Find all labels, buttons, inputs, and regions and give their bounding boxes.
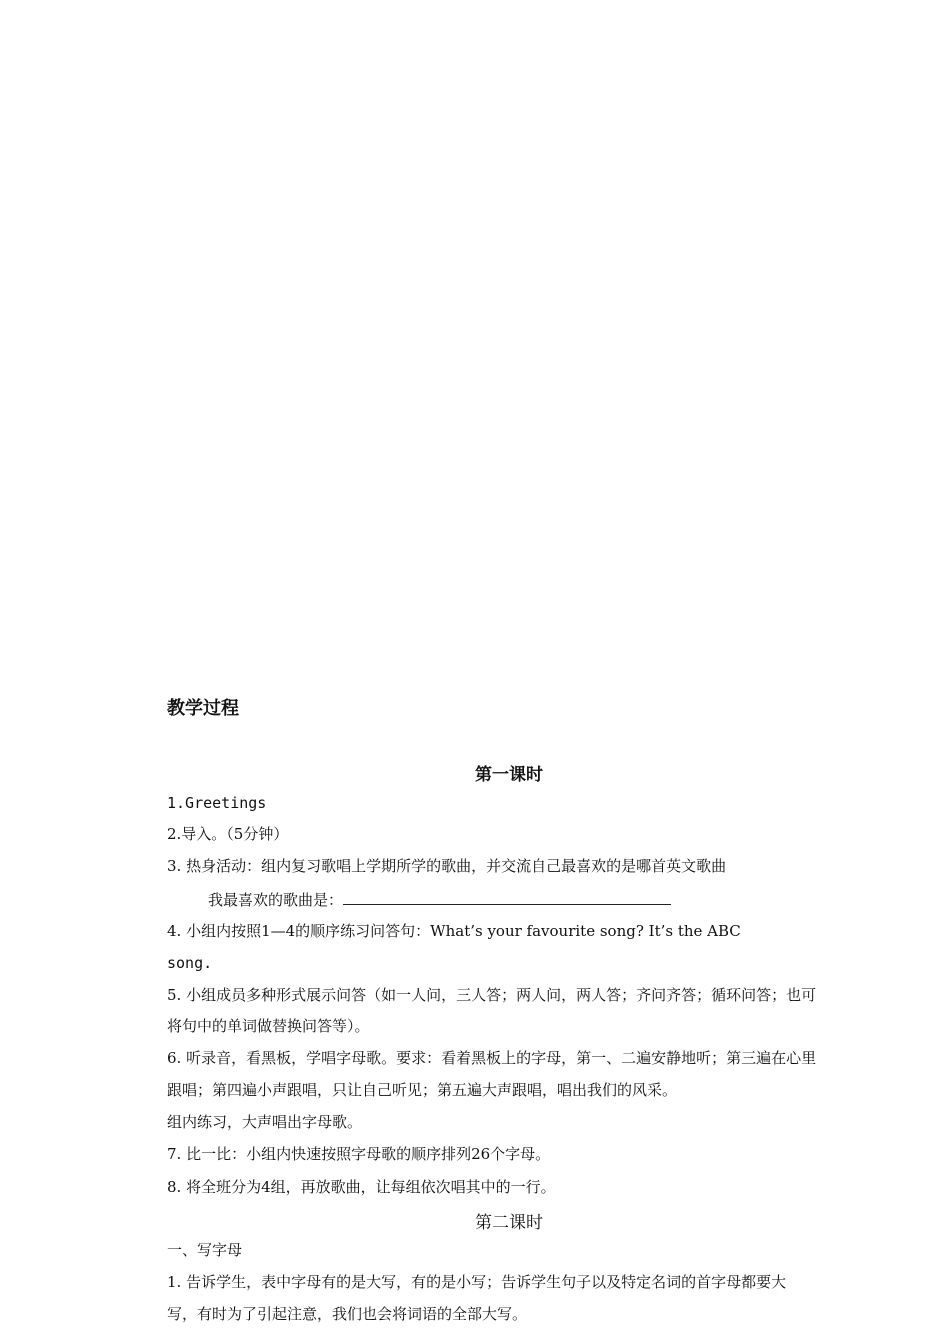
lesson-2-item: 一、写字母 (167, 1241, 243, 1259)
lesson-1-item: 6. 听录音，看黑板，学唱字母歌。要求：看着黑板上的字母，第一、二遍安静地听；第三遍在心里 (167, 1049, 817, 1067)
lesson-2-item: 1. 告诉学生，表中字母有的是大写，有的是小写；告诉学生句子以及特定名词的首字母都要大 (167, 1273, 787, 1291)
lesson-1-item: 4. 小组内按照1—4的顺序练习问答句：What’s your favourite song? It’s the ABC (167, 922, 741, 940)
lesson-1-item: 8. 将全班分为4组，再放歌曲，让每组依次唱其中的一行。 (167, 1178, 556, 1196)
lesson-1-title: 第一课时 (475, 765, 543, 785)
favourite-song-label: 我最喜欢的歌曲是： (208, 891, 344, 909)
favourite-song-blank (343, 889, 671, 905)
lesson-1-item: 7. 比一比：小组内快速按照字母歌的顺序排列26个字母。 (167, 1145, 551, 1163)
lesson-2-title: 第二课时 (475, 1213, 543, 1233)
lesson-1-item: 1.Greetings (167, 794, 267, 812)
lesson-1-item: 组内练习，大声唱出字母歌。 (167, 1113, 363, 1131)
lesson-1-item: 将句中的单词做替换问答等）。 (167, 1017, 370, 1035)
lesson-1-item: 3. 热身活动：组内复习歌唱上学期所学的歌曲，并交流自己最喜欢的是哪首英文歌曲 (167, 857, 727, 875)
lesson-1-item: 5. 小组成员多种形式展示问答（如一人问，三人答；两人问，两人答；齐问齐答；循环问答；也可 (167, 986, 817, 1004)
lesson-2-item: 写，有时为了引起注意，我们也会将词语的全部大写。 (167, 1305, 528, 1323)
favourite-song-prompt (208, 889, 671, 910)
section-heading: 教学过程 (167, 698, 239, 719)
lesson-1-item: 跟唱；第四遍小声跟唱，只让自己听见；第五遍大声跟唱，唱出我们的风采。 (167, 1081, 678, 1099)
lesson-1-item: 2.导入。（5分钟） (167, 825, 289, 843)
lesson-1-item: song. (167, 954, 213, 972)
